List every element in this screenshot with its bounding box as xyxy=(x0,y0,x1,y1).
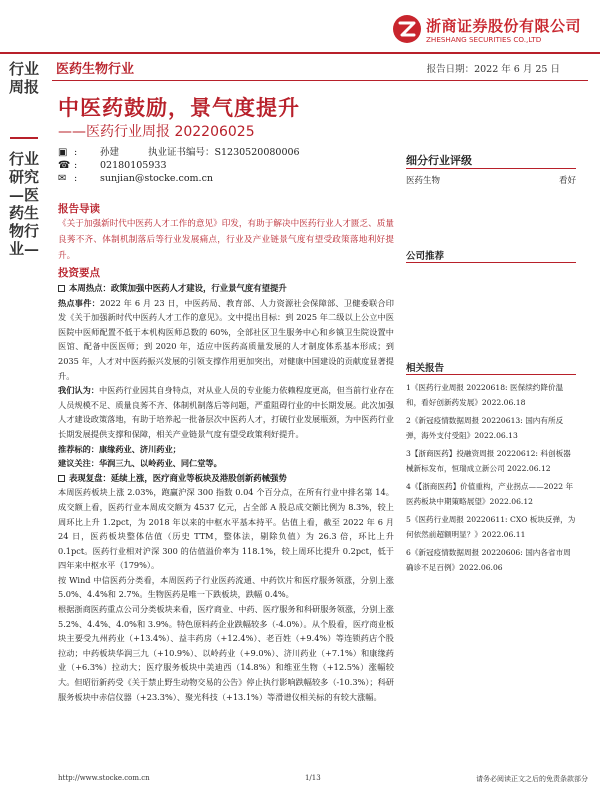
report-date: 报告日期：2022 年 6 月 25 日 xyxy=(426,64,560,75)
recommend-divider xyxy=(406,262,576,263)
header-divider xyxy=(0,52,600,54)
checkbox-bullet-icon xyxy=(58,285,65,292)
sidebar-category: 行业研究—医药生物行业— xyxy=(8,150,39,258)
author-phone-row xyxy=(58,159,300,172)
related-report-link[interactable]: 2《新冠疫情数据周报 20220613: 国内有所反弹，海外支付受阻》2022.06.13 xyxy=(406,416,564,440)
related-divider xyxy=(406,374,576,375)
points-title: 投资要点 xyxy=(58,267,100,279)
related-report-link[interactable]: 5《医药行业周报 20220611: CXO 板块反弹，为何依然前超额明显？》2022.06.11 xyxy=(406,515,576,539)
rating-value: 看好 xyxy=(558,176,576,186)
related-report-link[interactable]: 3【浙商医药】投融资周报 20220612: 科创板器械新标发布，恒瑞成立新公司 2022.06.12 xyxy=(406,449,571,473)
author-email[interactable]: sunjian@stocke.com.cn xyxy=(100,173,214,184)
points-body xyxy=(58,281,394,704)
related-report-link[interactable]: 1《医药行业周报 20220618: 医保续约降价温和，看好创新药发展》2022.06.18 xyxy=(406,383,564,407)
rating-row xyxy=(406,174,576,186)
phone-icon: ☎ xyxy=(58,160,71,171)
brand-name-en: ZHESHANG SECURITIES CO.,LTD xyxy=(426,35,542,44)
industry-divider xyxy=(52,80,588,81)
author-name: 孙建 xyxy=(100,147,120,158)
guide-text: 《关于加强新时代中医药人才工作的意见》印发，有助于解决中医药行业人才匮乏、质量良莠不齐、体制机制落后等行业发展痛点，行业及产业链景气度有望受政策落地利好提升。 xyxy=(58,219,394,261)
rating-divider xyxy=(406,168,576,169)
checkbox-bullet-icon xyxy=(58,475,65,482)
footer xyxy=(58,774,588,784)
point-heading: 本周热点：政策加强中医药人才建设，行业景气度有望提升 xyxy=(58,281,394,296)
guide-title: 报告导读 xyxy=(58,203,100,215)
brand-name-cn: 浙商证券股份有限公司 xyxy=(426,17,582,35)
brand-logo-icon xyxy=(392,14,422,44)
related-report-link[interactable]: 4《【浙商医药】价值重构，产业拐点——2022 年医药板块中期策略展望》2022.06.12 xyxy=(406,482,574,506)
recommend-title: 公司推荐 xyxy=(406,251,445,262)
paragraph: 按 Wind 中信医药分类看，本周医药子行业医药流通、中药饮片和医疗服务领涨，分别上涨 5.0%、4.4%和 2.7%。生物医药是唯一下跌板块，跌幅 0.4%。 xyxy=(58,574,394,600)
paragraph: 我们认为：中医药行业因其自身特点，对从业人员的专业能力依赖程度更高，但当前行业存在人员规模不足、质量良莠不齐、体制机制落后等问题，严重阻碍行业的中长期发展。此次加强人才建设政策落地，有助于培养起一批备层次中医药人才，打破行业发展瓶颈，为中医药行业长期发展提供支撑和保障，相关产业链景气度有望受政策利好提升。 xyxy=(58,385,394,439)
author-phone: 02180105933 xyxy=(100,160,167,171)
email-colon: : xyxy=(74,173,78,184)
paragraph: 根据浙商医药重点公司分类板块来看，医疗商业、中药、医疗服务和科研服务领涨，分别上涨 5.2%、4.4%、4.0%和 3.9%。特色原料药企业跌幅较多（-4.0%）。从个股看，医疗商业板块主要受九州药业（+13.4%）、益丰药房（+12.4%）、老百姓（+9.4%）等连锁药店个股拉动；中药板块华润三九（+10.9%）、以岭药业（+9.0%）、济川药业（+7.1%）和康缘药业（+6.3%）拉动大；医疗服务板块中美迪西（14.8%）和维亚生物（+12.5%）涨幅较大。但昭衍新药受《关于禁止野生动物交易的公告》停止执行影响跌幅较多（-10.3%）；科研服务板块中赤信仪器（+23.3%）、聚光科技（+13.1%）等滑谱仪相关标的有较大涨幅。 xyxy=(58,604,394,702)
author-name-row xyxy=(58,146,300,159)
sidebar-divider xyxy=(10,137,38,139)
page-title: 中医药鼓励，景气度提升 xyxy=(58,96,300,120)
paragraph: 热点事件：2022 年 6 月 23 日，中医药局、教育部、人力资源社会保障部、卫健委联合印发《关于加强新时代中医药人才工作的意见》。文中提出目标：到 2025 年二级以上公立中医医院中医师配置不低于本机构医师总数的 60%，全部社区卫生服务中心和乡镇卫生院设置中医馆、配备中医医师；到 2020 年，适应中医药高质量发展的人才制度体系基本形成；到 2035 年，人才对中医药振兴发展的引领支撑作用更加突出，对健康中国建设的贡献度显著提升。 xyxy=(58,297,394,381)
point-heading: 表现复盘：延续上涨，医疗商业等板块及港股创新药械强势 xyxy=(58,471,394,486)
rating-title: 细分行业评级 xyxy=(406,154,472,167)
page-subtitle: ——医药行业周报 202206025 xyxy=(58,124,255,140)
footer-url[interactable]: http://www.stocke.com.cn xyxy=(58,774,150,782)
analyst-icon: ▣ xyxy=(58,147,68,158)
author-block xyxy=(58,146,300,185)
author-colon: : xyxy=(74,147,78,158)
rating-sector: 医药生物 xyxy=(406,176,441,186)
email-icon: ✉ xyxy=(58,173,67,184)
related-title: 相关报告 xyxy=(406,363,445,374)
related-report-link[interactable]: 6《新冠疫情数据周报 20220606: 国内各省市周确诊不足百例》2022.06.06 xyxy=(406,548,571,572)
related-list xyxy=(406,380,576,578)
paragraph: 建议关注：华润三九、以岭药业、同仁堂等。 xyxy=(58,458,222,469)
page-number: 1/13 xyxy=(304,774,321,782)
author-email-row xyxy=(58,172,300,185)
phone-colon: : xyxy=(74,160,78,171)
paragraph: 推荐标的：康缘药业、济川药业； xyxy=(58,443,181,454)
author-cert: 执业证书编号：S1230520080006 xyxy=(148,147,300,158)
industry-label: 医药生物行业 xyxy=(56,62,135,77)
sidebar-report-type: 行业周报 xyxy=(8,60,39,96)
paragraph: 本周医药板块上涨 2.03%，跑赢沪深 300 指数 0.04 个百分点，在所有行业中排名第 14。成交额上看，医药行业本周成交额为 4537 亿元，占全部 A 股总成交额比例为 8.3%，较上周环比上升 1.2pct，为 2018 年以来的中枢水平基本持平。估值上看，截至 2022 年 6 月 24 日，医药板块整体估值（历史 TTM，整体法，剔除负值）为 26.3 倍，环比上升 0.1pct。医药行业相对沪深 300 的估值溢价率为 118.1%，较上周环比提升 0.2pct，低于四年来中枢水平（179%）。 xyxy=(58,487,394,571)
brand-logo xyxy=(392,14,592,48)
footer-disclaimer: 请务必阅读正文之后的免责条款部分 xyxy=(476,775,588,783)
